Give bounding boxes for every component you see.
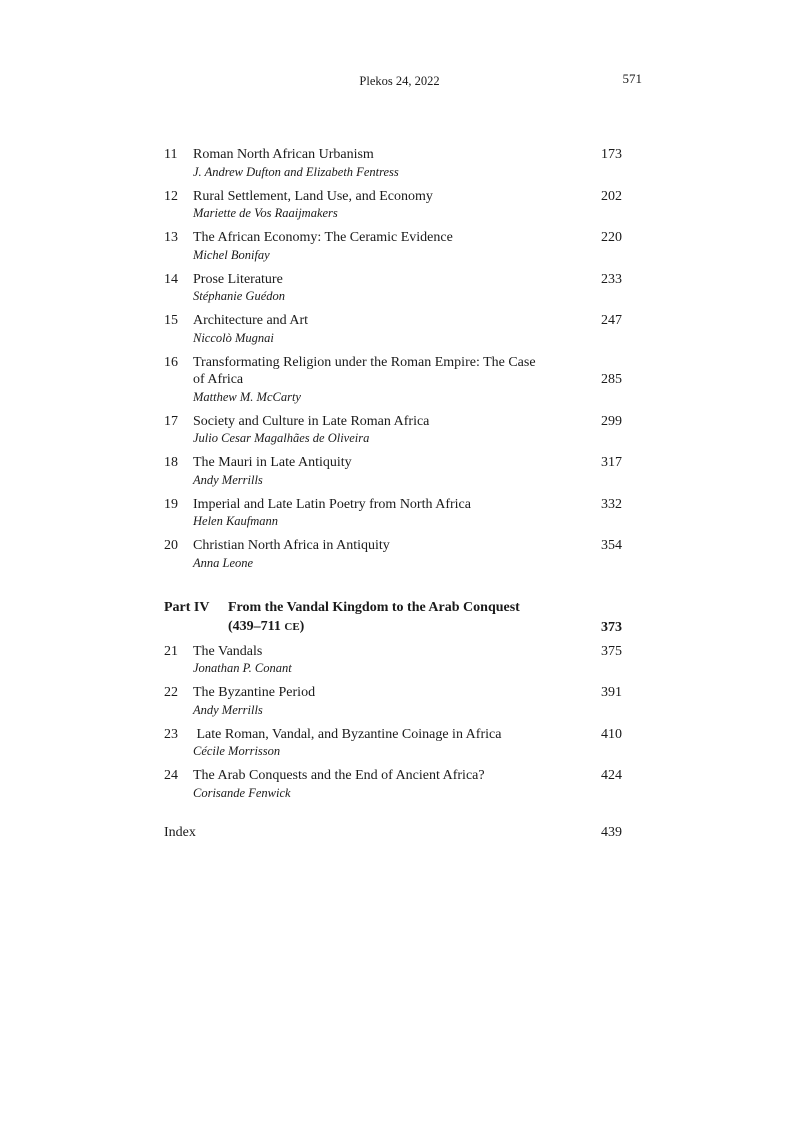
chapter-page: 332 (601, 496, 622, 512)
part-heading (164, 598, 622, 637)
chapter-title: The Arab Conquests and the End of Ancient Africa? (193, 768, 485, 783)
chapter-number: 11 (164, 147, 178, 162)
chapter-author: Michel Bonifay (193, 247, 270, 262)
chapter-number: 22 (164, 685, 178, 700)
chapter-page: 354 (601, 538, 622, 553)
chapter-title: Rural Settlement, Land Use, and Economy (193, 188, 433, 204)
chapter-number: 17 (164, 413, 178, 429)
toc-entry-14 (164, 271, 622, 306)
chapter-title: The African Economy: The Ceramic Evidence (193, 230, 453, 245)
chapter-author: Niccolò Mugnai (193, 330, 274, 345)
part-title-line1: From the Vandal Kingdom to the Arab Conquest (228, 599, 520, 615)
chapter-number: 15 (164, 313, 178, 328)
chapter-author: Anna Leone (193, 555, 254, 570)
chapter-page: 202 (601, 188, 622, 204)
chapter-title: Prose Literature (193, 271, 283, 287)
chapter-number: 24 (164, 768, 178, 783)
chapter-author: Julio Cesar Magalhães de Oliveira (193, 431, 370, 445)
chapter-author: Helen Kaufmann (193, 514, 279, 528)
chapter-title: Architecture and Art (193, 313, 309, 328)
chapter-number: 21 (164, 643, 178, 659)
chapter-title: Late Roman, Vandal, and Byzantine Coinage in Africa (193, 726, 502, 742)
chapter-page: 173 (601, 147, 622, 162)
chapter-number: 12 (164, 188, 178, 204)
page-number: 571 (622, 71, 642, 86)
chapter-author: J. Andrew Dufton and Elizabeth Fentress (193, 164, 399, 179)
toc-entry-22 (164, 684, 622, 719)
toc-entry-13 (164, 229, 622, 264)
running-head: Plekos 24, 2022 (359, 74, 440, 88)
chapter-author: Matthew M. McCarty (193, 389, 301, 404)
part-page: 373 (601, 619, 622, 635)
chapter-page: 424 (601, 768, 622, 783)
part-era: CE (284, 620, 300, 633)
table-of-contents (164, 146, 622, 842)
chapter-page: 299 (601, 413, 622, 429)
chapter-number: 19 (164, 496, 178, 512)
chapter-number: 20 (164, 538, 178, 553)
index-page: 439 (601, 824, 622, 840)
chapter-number: 16 (164, 354, 178, 370)
index-label: Index (164, 824, 196, 840)
chapter-number: 18 (164, 455, 178, 470)
chapter-title: The Mauri in Late Antiquity (193, 455, 352, 470)
part-close-paren: ) (299, 618, 305, 634)
toc-entry-17 (164, 413, 622, 448)
toc-entry-23 (164, 726, 622, 761)
chapter-title: The Byzantine Period (193, 685, 316, 700)
chapter-page: 317 (601, 455, 622, 470)
toc-entry-11 (164, 146, 622, 181)
toc-entry-21 (164, 643, 622, 678)
chapter-number: 14 (164, 271, 178, 287)
chapter-title: The Vandals (193, 643, 263, 659)
chapter-author: Andy Merrills (193, 702, 263, 717)
chapter-author: Andy Merrills (193, 472, 263, 487)
chapter-page: 233 (601, 271, 622, 287)
chapter-title: Imperial and Late Latin Poetry from North Africa (193, 496, 471, 512)
chapter-author: Stéphanie Guédon (193, 289, 285, 303)
toc-entry-24 (164, 767, 622, 802)
part-date-range: (439–711 (228, 618, 285, 634)
chapter-author: Jonathan P. Conant (193, 661, 292, 675)
chapter-page: 410 (601, 726, 622, 742)
chapter-author: Mariette de Vos Raaijmakers (193, 206, 338, 220)
part-label: Part IV (164, 599, 210, 615)
chapter-title: Society and Culture in Late Roman Africa (193, 413, 430, 429)
chapter-title-line1: Transformating Religion under the Roman Empire: The Case (193, 354, 536, 370)
chapter-page: 375 (601, 643, 622, 659)
chapter-title: Christian North Africa in Antiquity (193, 538, 390, 553)
chapter-page: 285 (601, 372, 622, 387)
toc-entry-18 (164, 454, 622, 489)
chapter-page: 391 (601, 685, 622, 700)
chapter-author: Corisande Fenwick (193, 785, 291, 800)
chapter-page: 247 (601, 313, 622, 328)
chapter-title: Roman North African Urbanism (193, 147, 374, 162)
chapter-number: 13 (164, 230, 178, 245)
toc-entry-19 (164, 496, 622, 531)
chapter-number: 23 (164, 726, 178, 742)
chapter-title-line2: of Africa (193, 372, 244, 387)
toc-entry-15 (164, 312, 622, 347)
toc-entry-12 (164, 188, 622, 223)
index-entry (164, 824, 622, 842)
chapter-author: Cécile Morrisson (193, 744, 281, 758)
toc-entry-20 (164, 537, 622, 572)
chapter-page: 220 (601, 230, 622, 245)
toc-entry-16 (164, 354, 622, 406)
part-title-line2 (228, 617, 568, 637)
